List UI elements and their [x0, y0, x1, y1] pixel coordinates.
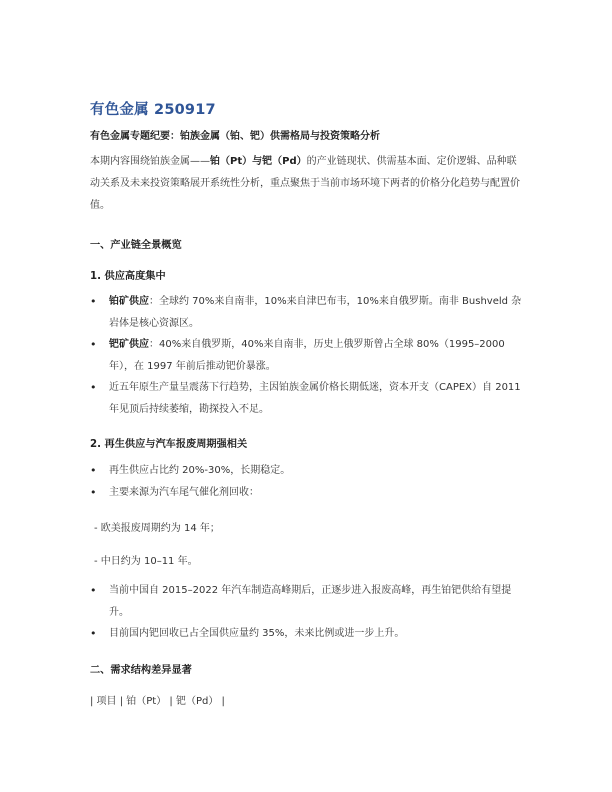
section1-sub2-heading: 2. 再生供应与汽车报废周期强相关: [90, 439, 248, 450]
list-item: [90, 623, 522, 645]
intro-paragraph: [90, 151, 522, 217]
list-item: [90, 334, 522, 377]
list-item: [90, 291, 522, 334]
bullet-icon: •: [90, 627, 97, 640]
scrap-cycle-line: - 中日约为 10–11 年。: [94, 556, 198, 567]
intro-bold: 铂（Pt）与钯（Pd）: [210, 156, 307, 167]
page-subtitle: 有色金属专题纪要：铂族金属（铂、钯）供需格局与投资策略分析: [90, 131, 380, 142]
bullet-icon: •: [90, 381, 97, 394]
section1-heading: 一、产业链全景概览: [90, 240, 182, 251]
scrap-cycle-line: - 欧美报废周期约为 14 年；: [94, 523, 220, 534]
page-title: 有色金属 250917: [90, 102, 216, 118]
list-item: [90, 377, 522, 420]
item-text: 主要来源为汽车尾气催化剂回收：: [109, 486, 259, 498]
intro-suffix: 的产业链现状、供需基本面、定价逻辑、品种联动关系及未来投资策略展开系统性分析，重点聚焦于当前市场环境下两者的价格分化趋势与配置价值。: [90, 156, 520, 211]
bullet-icon: •: [90, 464, 97, 477]
table-header-row: | 项目 | 铂（Pt） | 钯（Pd） |: [90, 696, 225, 707]
item-text: 当前中国自 2015–2022 年汽车制造高峰期后，正逐步进入报废高峰，再生铂钯供给有望提升。: [109, 585, 512, 618]
section1-sub1-heading: 1. 供应高度集中: [90, 271, 166, 282]
bullet-icon: •: [90, 338, 97, 351]
bullet-icon: •: [90, 584, 97, 597]
list-item: [90, 482, 522, 504]
bullet-icon: •: [90, 485, 97, 499]
item-text: 近五年原生产量呈震荡下行趋势，主因铂族金属价格长期低迷，资本开支（CAPEX）自 2011 年见顶后持续萎缩，勘探投入不足。: [109, 382, 521, 415]
section2-heading: 二、需求结构差异显著: [90, 665, 192, 676]
item-text: 再生供应占比约 20%-30%，长期稳定。: [109, 465, 291, 476]
intro-prefix: 本期内容围绕铂族金属——: [90, 156, 210, 167]
list-item: [90, 580, 522, 623]
recycle-bullet-list-b: [90, 580, 522, 645]
item-text: 目前国内钯回收已占全国供应量约 35%，未来比例或进一步上升。: [109, 628, 405, 639]
recycle-bullet-list: [90, 460, 522, 503]
item-bold: 铂矿供应: [109, 296, 149, 307]
bullet-icon: •: [90, 295, 97, 308]
list-item: [90, 460, 522, 482]
item-bold: 钯矿供应: [109, 339, 149, 350]
supply-bullet-list: [90, 291, 522, 420]
item-text: ：全球约 70%来自南非，10%来自津巴布韦，10%来自俄罗斯。南非 Bushveld 杂岩体是核心资源区。: [109, 296, 522, 329]
item-text: ：40%来自俄罗斯，40%来自南非，历史上俄罗斯曾占全球 80%（1995–2000 年），在 1997 年前后推动钯价暴涨。: [109, 339, 505, 372]
